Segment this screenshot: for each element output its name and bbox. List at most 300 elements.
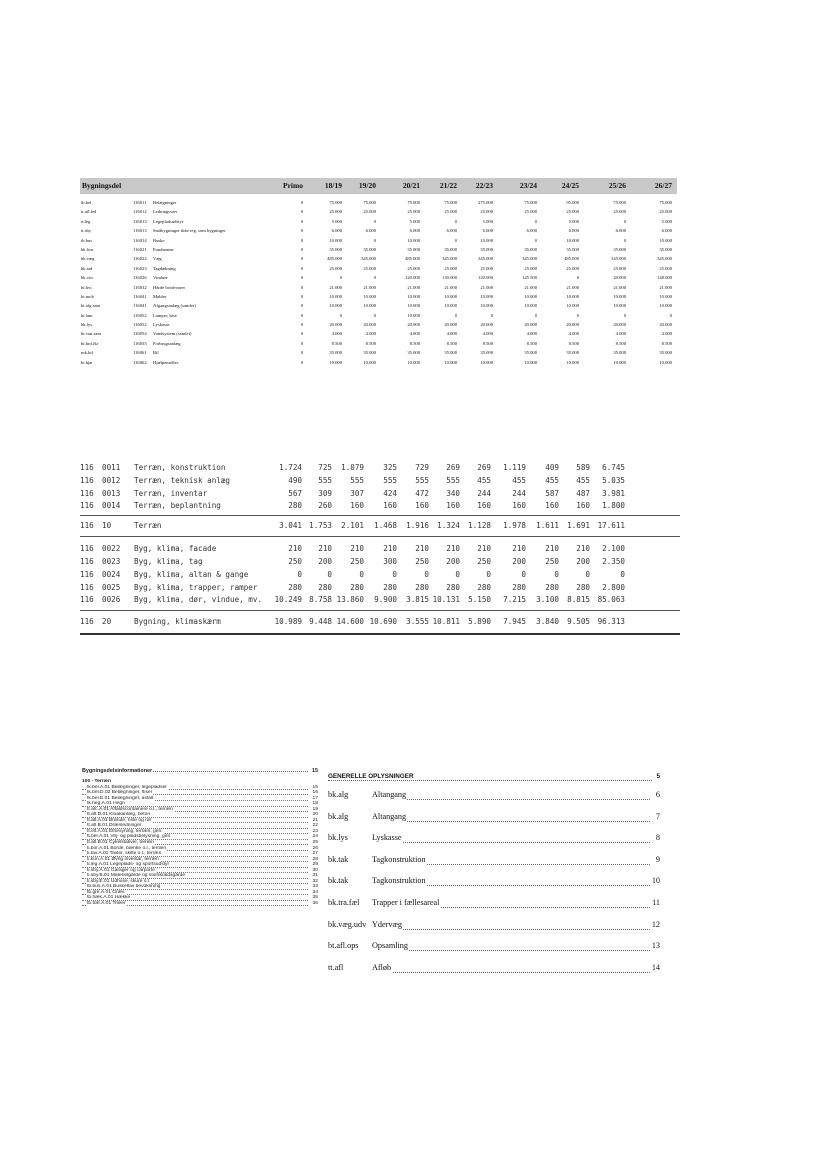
row-value: 10.000 — [407, 293, 420, 299]
divider — [80, 536, 680, 537]
toc-page: 13 — [651, 935, 660, 957]
row-code: tb.bel — [81, 200, 92, 205]
toc-page: 21 — [312, 817, 318, 823]
amount-cell: 472 — [415, 488, 429, 498]
toc-entry — [328, 827, 660, 849]
table-row — [80, 254, 677, 263]
row-value: 0 — [623, 312, 626, 318]
amount-cell: 3.555 — [406, 617, 429, 627]
amount-cell: 250 — [415, 556, 429, 566]
toc-label: ti.bor.A.01 Borde, bænke o.l., terræn — [87, 845, 167, 851]
account-group: 116 — [80, 595, 94, 605]
amount-cell: 0 — [585, 569, 590, 579]
row-value: 25.000 — [480, 265, 493, 271]
amount-cell: 280 — [477, 582, 491, 592]
row-value: 275.000 — [478, 200, 493, 205]
row-value: 4.000 — [365, 331, 376, 337]
divider — [80, 610, 680, 611]
row-value: 6.000 — [526, 228, 537, 234]
row-value: 10.000 — [613, 293, 626, 299]
toc-label: ti.leg.A.01 Legeplads- og sportsudstyr — [87, 862, 170, 868]
row-code: bi.brd.fkr — [81, 340, 99, 346]
row-value: 35.000 — [444, 246, 457, 252]
divider — [80, 515, 680, 516]
row-value: 345.000 — [657, 256, 672, 262]
amount-cell: 1.753 — [309, 521, 332, 531]
row-number: 116014 — [133, 237, 147, 243]
row-value: 0 — [490, 312, 493, 318]
row-value: 0 — [623, 237, 626, 243]
toc-entry — [328, 784, 660, 806]
row-value: 10.000 — [480, 237, 493, 243]
row-value: 10.000 — [524, 293, 537, 299]
amount-cell: 589 — [576, 463, 590, 472]
row-value: 75.000 — [444, 200, 457, 205]
amount-cell: 455 — [576, 475, 590, 485]
row-value: 0 — [300, 228, 303, 234]
row-value: 8.500 — [482, 340, 493, 346]
toc-entry — [328, 849, 660, 871]
toc-label: tk.heg.A.01 Hegn — [87, 801, 125, 807]
toc-page: 16 — [312, 790, 318, 796]
spacer — [80, 533, 680, 543]
account-name: Byg, klima, tag — [134, 556, 203, 566]
row-code: tt.sby — [81, 228, 92, 234]
row-number: 116011 — [133, 200, 147, 205]
row-value: 20.000 — [566, 322, 579, 328]
toc-page: 32 — [312, 878, 318, 884]
toc-code: bk.alg — [328, 790, 349, 799]
row-value: 8.500 — [661, 340, 672, 346]
toc-heading-page: 5 — [655, 770, 660, 784]
toc-code: bk.tak — [328, 854, 349, 864]
toc-label: tb.gre.A.01 Græs — [87, 889, 125, 895]
table-row — [80, 217, 677, 226]
row-value: 75.000 — [659, 200, 672, 205]
row-value: 25.000 — [407, 265, 420, 271]
row-name: Bil — [153, 350, 159, 356]
header-column: 18/19 — [324, 181, 342, 190]
amount-cell: 5.035 — [602, 475, 625, 485]
toc-title: Afløb — [372, 957, 392, 979]
row-value: 10.000 — [407, 237, 420, 243]
row-value: 0 — [300, 275, 303, 281]
amount-cell: 5.150 — [468, 595, 491, 605]
row-code: bk.tad — [81, 265, 93, 271]
amount-cell: 0 — [620, 569, 625, 579]
row-value: 25.000 — [659, 209, 672, 215]
row-value: 35.000 — [329, 246, 342, 252]
toc-label: tt.bel.A.01 Vej- og pladsbelysning, gen. — [87, 834, 172, 840]
amount-cell: 10.811 — [432, 617, 460, 627]
toc-label: ti.tav.A.01 Tavler, skilte o.l., terræn — [87, 851, 162, 857]
row-value: 8.500 — [409, 340, 420, 346]
account-group: 116 — [80, 475, 94, 485]
row-value: 0 — [454, 237, 457, 243]
row-code: bk.vin — [81, 275, 93, 281]
row-number: 116022 — [133, 256, 147, 262]
row-value: 0 — [300, 200, 303, 205]
amount-cell: 309 — [318, 488, 332, 498]
row-code: tb.bus — [81, 237, 93, 243]
row-value: 5.000 — [409, 218, 420, 224]
account-name: Terræn, teknisk anlæg — [134, 475, 231, 485]
row-value: 25.000 — [363, 265, 376, 271]
toc-page: 7 — [655, 806, 660, 828]
table-row — [80, 339, 677, 348]
toc-page: 22 — [312, 823, 318, 829]
amount-cell: 555 — [415, 475, 429, 485]
row-number: 116023 — [133, 265, 147, 271]
row-value: 75.000 — [363, 200, 376, 205]
amount-cell: 85.063 — [597, 595, 625, 605]
dot-leader — [372, 827, 650, 843]
row-value: 10.000 — [480, 303, 493, 309]
row-value: 75.000 — [407, 200, 420, 205]
toc-title: Ydervæg — [372, 914, 403, 936]
account-name: Terræn, konstruktion — [134, 463, 226, 472]
amount-cell: 200 — [318, 556, 332, 566]
row-number: 116054 — [133, 331, 147, 337]
row-number: 116062 — [133, 359, 147, 365]
row-value: 130.000 — [442, 275, 457, 281]
row-value: 35.000 — [407, 350, 420, 356]
row-value: 35.000 — [407, 246, 420, 252]
table-row — [80, 198, 677, 207]
account-name: Bygning, klimaskærm — [134, 617, 221, 627]
row-value: 35.000 — [444, 350, 457, 356]
amount-cell: 1.800 — [602, 501, 625, 511]
row-code: tt.leg — [81, 218, 91, 224]
spacer — [80, 629, 680, 639]
row-value: 0 — [300, 284, 303, 290]
table-row — [80, 283, 677, 292]
row-value: 8.500 — [365, 340, 376, 346]
row-value: 0 — [534, 218, 537, 224]
row-value: 4.000 — [331, 331, 342, 337]
row-value: 0 — [300, 293, 303, 299]
amount-cell: 210 — [576, 544, 590, 554]
row-number: 116041 — [133, 293, 147, 299]
row-value: 10.000 — [566, 303, 579, 309]
amount-cell: 10.249 — [274, 595, 302, 605]
amount-cell: 160 — [512, 501, 526, 511]
toc-code: bt.afl.ops — [328, 941, 359, 951]
toc-code: bk.væg.udv — [328, 919, 367, 929]
row-value: 25.000 — [407, 209, 420, 215]
header-label: Bygningsdel — [82, 181, 122, 190]
row-code: bi.hjæ — [81, 359, 93, 365]
account-name: Byg, klima, altan & gange — [134, 569, 249, 579]
dot-leader — [372, 806, 650, 822]
toc-page: 24 — [312, 834, 318, 840]
amount-cell: 280 — [512, 582, 526, 592]
table-row — [80, 348, 677, 357]
budget-table-body — [80, 198, 677, 367]
amount-cell: 555 — [383, 475, 397, 485]
row-name: Afgangsanlæg (samlet) — [153, 303, 196, 309]
toc-label: Bygningsdelsinformationer — [82, 768, 153, 774]
row-value: 0 — [300, 218, 303, 224]
row-value: 345.000 — [361, 256, 376, 262]
amount-cell: 200 — [576, 556, 590, 566]
row-value: 10.000 — [407, 359, 420, 365]
amount-cell: 280 — [415, 582, 429, 592]
header-column: 26/27 — [654, 181, 672, 190]
toc-page: 15 — [312, 768, 318, 774]
row-value: 25.000 — [329, 265, 342, 271]
row-value: 21.000 — [659, 284, 672, 290]
account-group: 116 — [80, 501, 94, 511]
toc-page: 9 — [655, 849, 660, 871]
amount-cell: 725 — [318, 463, 332, 472]
amount-cell: 1.079 — [341, 463, 364, 472]
amount-cell: 1.128 — [468, 521, 491, 531]
row-value: 25.000 — [480, 209, 493, 215]
amount-cell: 14.600 — [336, 617, 364, 627]
header-column: 22/23 — [475, 181, 493, 190]
toc-code: bk.tak — [328, 876, 349, 886]
toc-page: 11 — [651, 892, 660, 914]
row-value: 0 — [300, 312, 303, 318]
row-value: 485.000 — [327, 256, 342, 262]
row-name: Buske — [153, 237, 165, 243]
toc-label: tt.afl.A.01 Brønde, riste og rør — [87, 817, 152, 823]
amount-cell: 250 — [477, 556, 491, 566]
amount-cell: 7.215 — [503, 595, 526, 605]
row-code: bk.væg — [81, 256, 95, 262]
table-row — [80, 311, 677, 320]
row-value: 0 — [576, 275, 579, 281]
row-value: 4.000 — [568, 331, 579, 337]
row-name: Tagdækning — [153, 265, 176, 271]
table-row — [80, 320, 677, 329]
amount-cell: 0 — [392, 569, 397, 579]
row-value: 20.000 — [524, 322, 537, 328]
row-value: 6.000 — [482, 228, 493, 234]
row-value: 8.500 — [331, 340, 342, 346]
amount-cell: 1.324 — [437, 521, 460, 531]
table-row — [80, 292, 677, 301]
row-value: 35.000 — [659, 246, 672, 252]
row-value: 8.500 — [446, 340, 457, 346]
row-value: 0 — [300, 237, 303, 243]
amount-cell: 455 — [512, 475, 526, 485]
row-value: 0 — [623, 218, 626, 224]
toc-title: Opsamling — [372, 935, 409, 957]
row-name: Vinduer — [153, 275, 168, 281]
amount-cell: 8.815 — [567, 595, 590, 605]
row-value: 0 — [454, 312, 457, 318]
row-value: 20.000 — [444, 322, 457, 328]
toc-label: tt.afl.D.01 Kloakanlæg, beton — [87, 812, 151, 818]
toc-page: 34 — [312, 889, 318, 895]
header-column: 25/26 — [608, 181, 626, 190]
row-value: 35.000 — [613, 246, 626, 252]
amount-cell: 729 — [415, 463, 429, 472]
row-value: 6.000 — [568, 228, 579, 234]
amount-cell: 210 — [545, 544, 559, 554]
table-row — [80, 543, 680, 556]
toc-title: Lyskasse — [372, 827, 403, 849]
row-value: 25.000 — [659, 265, 672, 271]
row-value: 10.000 — [659, 359, 672, 365]
row-value: 10.000 — [444, 293, 457, 299]
amount-cell: 210 — [288, 544, 302, 554]
row-value: 10.000 — [363, 359, 376, 365]
budget-table — [80, 178, 677, 367]
toc-label: tb.hæk.A.01 Hække — [87, 895, 131, 901]
toc-code: bk.tra.fæl — [328, 897, 360, 907]
account-group: 116 — [80, 544, 94, 554]
row-value: 35.000 — [524, 246, 537, 252]
toc-building-parts — [82, 767, 318, 907]
toc-page: 30 — [312, 867, 318, 873]
account-number: 0012 — [102, 475, 121, 485]
row-value: 8.500 — [568, 340, 579, 346]
amount-cell: 1.611 — [536, 521, 559, 531]
row-value: 10.000 — [659, 237, 672, 243]
account-group: 116 — [80, 521, 94, 531]
row-value: 10.000 — [363, 293, 376, 299]
toc-label: tt.afl.B.01 Cykelstativer, terræn — [87, 840, 154, 846]
row-value: 120.000 — [405, 275, 420, 281]
toc-entry — [328, 892, 660, 914]
amount-cell: 0 — [486, 569, 491, 579]
row-value: 75.000 — [524, 200, 537, 205]
account-number: 0025 — [102, 582, 121, 592]
row-value: 25.000 — [444, 209, 457, 215]
row-value: 75.000 — [613, 200, 626, 205]
row-name: Vandsystem (samlet) — [153, 331, 192, 337]
table-row — [80, 358, 677, 367]
amount-cell: 280 — [288, 501, 302, 511]
table-row — [80, 594, 680, 607]
amount-cell: 210 — [512, 544, 526, 554]
row-value: 10.000 — [329, 359, 342, 365]
row-name: Forbrugsanlæg — [153, 340, 181, 346]
amount-cell: 0 — [455, 569, 460, 579]
toc-page: 25 — [312, 840, 318, 846]
row-value: 35.000 — [613, 350, 626, 356]
row-value: 0 — [300, 256, 303, 262]
amount-cell: 160 — [383, 501, 397, 511]
amount-cell: 325 — [383, 463, 397, 472]
amount-cell: 300 — [383, 556, 397, 566]
divider — [80, 633, 680, 635]
dot-leader — [372, 935, 650, 951]
budget-table-header — [80, 178, 677, 194]
toc-page: 26 — [312, 845, 318, 851]
row-value: 4.000 — [615, 331, 626, 337]
account-group: 116 — [80, 463, 94, 472]
table-row — [80, 207, 677, 216]
row-value: 20.000 — [659, 322, 672, 328]
row-value: 4.000 — [446, 331, 457, 337]
row-value: 0 — [300, 359, 303, 365]
row-value: 0 — [373, 218, 376, 224]
toc-label: ti.sby.B.01 Materielgårde og storskraldsgårde — [87, 873, 186, 879]
toc-page: 6 — [655, 784, 660, 806]
toc-label: ti.sby.A.01 Garager og carporte — [87, 867, 155, 873]
toc-page: 28 — [312, 856, 318, 862]
table-row — [80, 569, 680, 582]
header-column: 24/25 — [561, 181, 579, 190]
row-code: mk.bil — [81, 350, 93, 356]
amount-cell: 210 — [477, 544, 491, 554]
row-value: 6.000 — [446, 228, 457, 234]
amount-cell: 160 — [477, 501, 491, 511]
account-group: 116 — [80, 488, 94, 498]
row-value: 145.500 — [522, 275, 537, 281]
toc-heading — [328, 770, 660, 784]
row-value: 10.000 — [329, 303, 342, 309]
amount-cell: 280 — [288, 582, 302, 592]
amount-cell: 2.100 — [602, 544, 625, 554]
account-name: Byg, klima, facade — [134, 544, 217, 554]
toc-label: tk.bel.D.02 Belægninger, fliser — [87, 790, 153, 796]
amount-cell: 10.989 — [274, 617, 302, 627]
amount-cell: 1.691 — [567, 521, 590, 531]
row-number: 116055 — [133, 340, 147, 346]
account-name: Terræn, beplantning — [134, 501, 221, 511]
toc-general-info — [328, 770, 660, 978]
row-value: 35.000 — [566, 246, 579, 252]
amount-cell: 555 — [318, 475, 332, 485]
row-number: 116013 — [133, 228, 147, 234]
amount-cell: 269 — [446, 463, 460, 472]
amount-cell: 280 — [545, 582, 559, 592]
row-value: 10.000 — [480, 293, 493, 299]
toc-page: 14 — [651, 957, 660, 979]
toc-heading-label: GENERELLE OPLYSNINGER — [328, 773, 414, 780]
table-row — [80, 226, 677, 235]
row-value: 35.000 — [480, 350, 493, 356]
account-group: 116 — [80, 569, 94, 579]
amount-cell: 9.900 — [374, 595, 397, 605]
amount-cell: 2.800 — [602, 582, 625, 592]
row-value: 4.000 — [482, 331, 493, 337]
dot-leader — [372, 784, 650, 800]
row-value: 35.000 — [566, 350, 579, 356]
toc-label: ti.sby.E.01 Udhuse, skure o.l. — [87, 878, 151, 884]
amount-cell: 6.745 — [602, 463, 625, 472]
row-value: 0 — [534, 312, 537, 318]
row-value: 5.000 — [331, 218, 342, 224]
toc-page: 18 — [312, 801, 318, 807]
amount-cell: 160 — [446, 501, 460, 511]
row-value: 345.000 — [611, 256, 626, 262]
amount-cell: 3.981 — [602, 488, 625, 498]
account-number: 0014 — [102, 501, 121, 511]
spacer — [80, 607, 680, 615]
row-value: 0 — [300, 209, 303, 215]
row-value: 345.000 — [522, 256, 537, 262]
toc-title: Tagkonstruktion — [372, 870, 427, 892]
dot-leader — [372, 914, 650, 930]
toc-label: ti.kun.A.01 Øvrig inventar, terræn — [87, 856, 159, 862]
row-value: 5.000 — [661, 218, 672, 224]
account-number: 20 — [102, 617, 112, 627]
toc-page: 8 — [655, 827, 660, 849]
amount-cell: 250 — [350, 556, 364, 566]
row-number: 116026 — [133, 275, 147, 281]
amount-cell: 567 — [288, 488, 302, 498]
header-column: 21/22 — [439, 181, 457, 190]
row-code: bi.mob — [81, 293, 94, 299]
row-name: Lamper, løse — [153, 312, 177, 318]
amount-cell: 210 — [446, 544, 460, 554]
